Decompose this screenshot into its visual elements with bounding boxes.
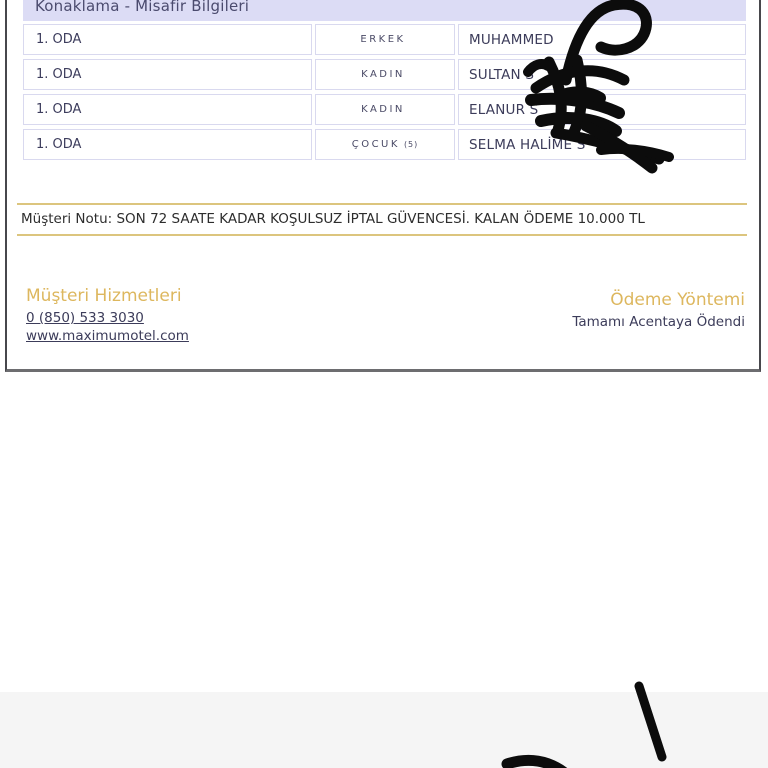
customer-service-title: Müşteri Hizmetleri <box>26 286 182 306</box>
payment-method-block <box>572 290 745 330</box>
age-label: (5) <box>403 140 419 149</box>
payment-method-value: Tamamı Acentaya Ödendi <box>572 314 745 330</box>
gender-cell <box>315 24 455 55</box>
guest-name-cell: MUHAMMED <box>458 24 746 55</box>
room-cell: 1. ODA <box>23 24 312 55</box>
customer-note <box>17 203 747 236</box>
gender-label: ÇOCUK <box>351 139 400 150</box>
guest-name-cell: SELMA HALİME S <box>458 129 746 160</box>
document-page <box>5 0 761 372</box>
room-cell: 1. ODA <box>23 59 312 90</box>
website-link[interactable]: www.maximumotel.com <box>26 328 189 344</box>
customer-note-label: Müşteri Notu: <box>21 211 113 227</box>
background-band <box>0 692 768 768</box>
room-cell: 1. ODA <box>23 94 312 125</box>
table-body <box>23 24 746 160</box>
gender-cell <box>315 59 455 90</box>
payment-method-title: Ödeme Yöntemi <box>610 290 745 310</box>
guest-name-cell: ELANUR S <box>458 94 746 125</box>
customer-service-block <box>26 286 189 344</box>
guest-table <box>23 0 746 160</box>
phone-link[interactable]: 0 (850) 533 3030 <box>26 310 144 326</box>
gender-label: ERKEK <box>360 34 406 45</box>
gender-cell <box>315 129 455 160</box>
table-header: Konaklama - Misafir Bilgileri <box>23 0 746 21</box>
guest-name-cell: SULTAN S <box>458 59 746 90</box>
gender-label: KADIN <box>361 104 405 115</box>
gender-label: KADIN <box>361 69 405 80</box>
gender-cell <box>315 94 455 125</box>
room-cell: 1. ODA <box>23 129 312 160</box>
customer-note-text: SON 72 SAATE KADAR KOŞULSUZ İPTAL GÜVENCESİ. KALAN ÖDEME 10.000 TL <box>112 211 645 227</box>
